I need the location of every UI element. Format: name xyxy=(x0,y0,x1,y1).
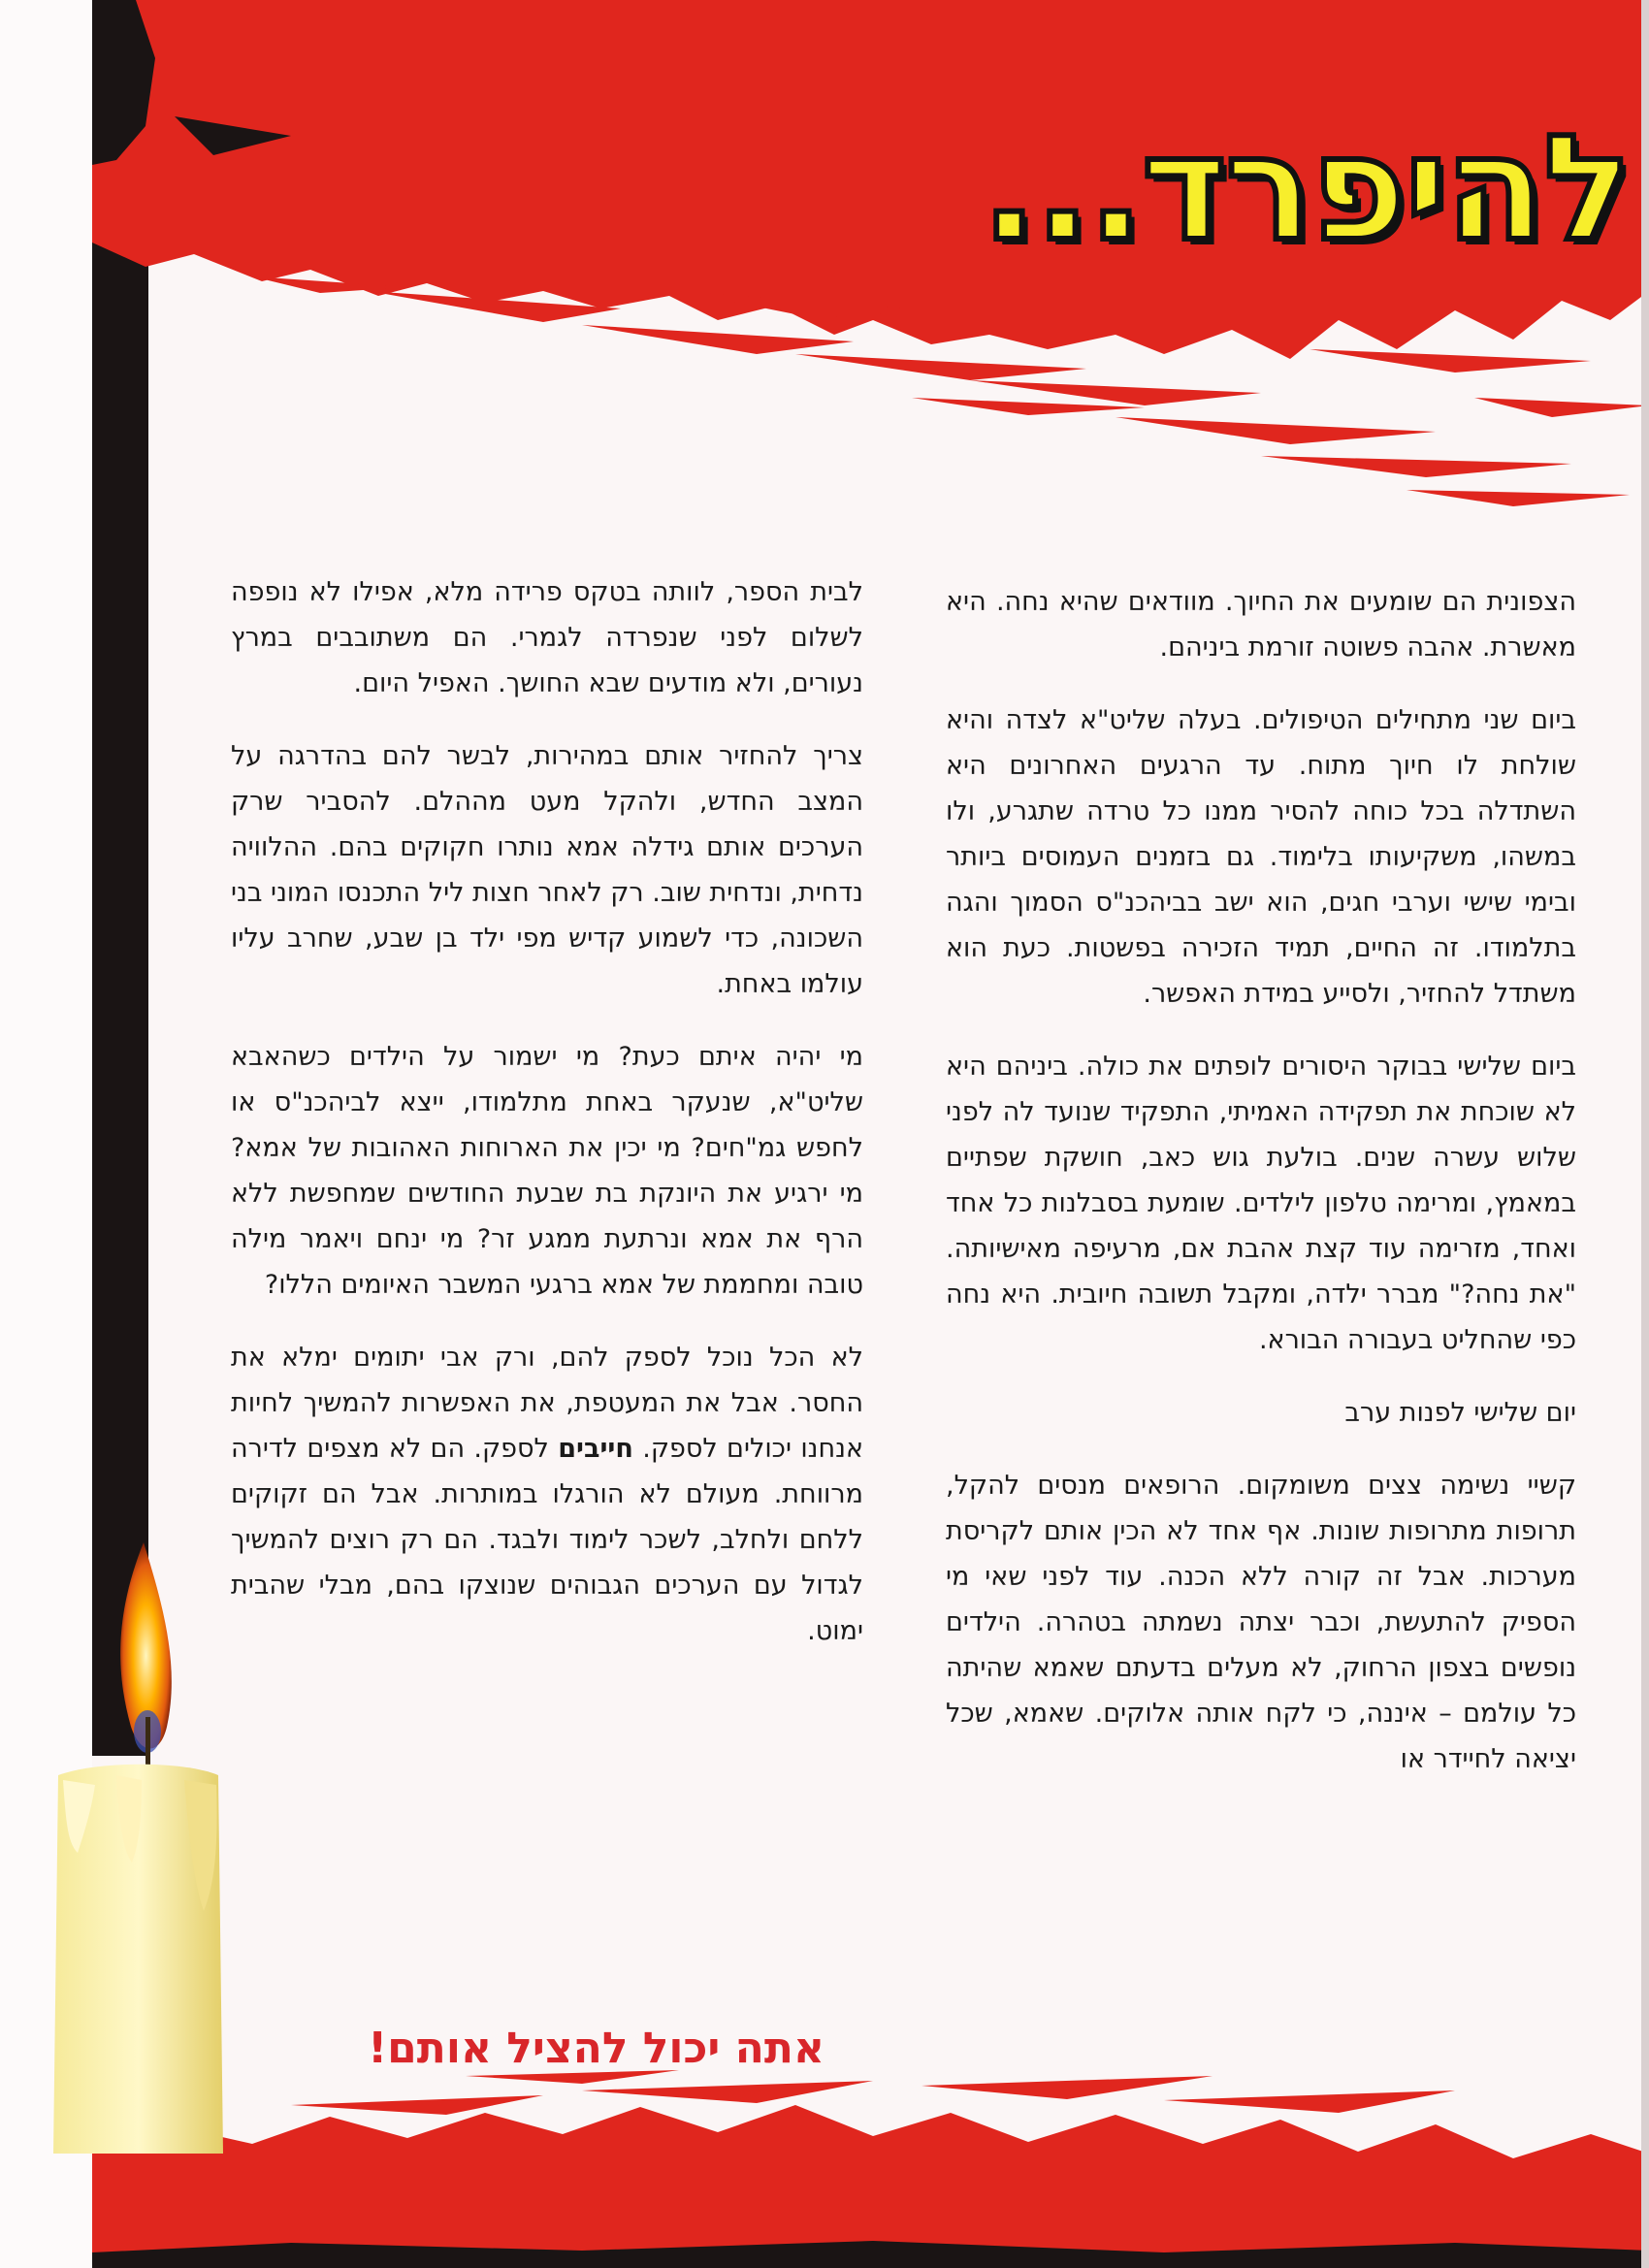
left-paragraph-2: צריך להחזיר אותם במהירות, לבשר להם בהדרגה על המצב החדש, ולהקל מעט מההלם. להסביר שרק הערכים אותם גידלה אמא נותרו חקוקים בהם. ההלוויה נדחית, ונדחית שוב. רק לאחר חצות ליל התכנסו המוני בני השכונה, כדי לשמוע קדיש מפי ילד בן שבע, שחרב עליו עולמו באחת. xyxy=(231,741,863,999)
section-heading: יום שלישי לפנות ערב xyxy=(1344,1398,1576,1428)
candle-icon xyxy=(39,1533,242,2154)
page-title: להיפרד... xyxy=(981,105,1630,274)
right-paragraph-3: ביום שלישי בבוקר היסורים לופתים את כולה. ביניהם היא לא שוכחת את תפקידה האמיתי, התפקיד שנועד לה לפני שלוש עשרה שנים. בולעת גוש כאב, חושקת שפתיים במאמץ, ומרימה טלפון לילדים. שומעת בסבלנות כל אחד ואחד, מזרימה עוד קצת אהבת אם, מרעיפה מאישיותה. "את נחה?" מברר ילדה, ומקבל תשובה חיובית. היא נחה כפי שהחליט בעבורה הבורא. xyxy=(946,1052,1576,1355)
title-wrap xyxy=(795,92,1630,286)
right-edge xyxy=(1641,0,1649,2268)
right-paragraph-4: קשיי נשימה צצים משומקום. הרופאים מנסים להקל, תרופות מתרופות שונות. אף אחד לא הכין אותם לקריסת מערכות. אבל זה קורה ללא הכנה. עוד לפני שאי מי הספיק להתעשת, וכבר יצתה נשמתה בטהרה. הילדים נופשים בצפון הרחוק, לא מעלים בדעתם שאמא שהיתה כל עולמם – איננה, כי לקח אותה אלוקים. שאמא, שכל יציאה לחיידר או xyxy=(946,1471,1576,1774)
right-paragraph-2: ביום שני מתחילים הטיפולים. בעלה שליט"א לצדה והיא שולחת לו חיוך מתוח. עד הרגעים האחרונים היא השתדלה בכל כוחה להסיר ממנו כל טרדה שתגרע, ולו במשהו, משקיעותו בלימוד. גם בזמנים העמוסים ביותר ובימי שישי וערבי חגים, הוא ישב בביהכנ"ס הסמוך והגה בתלמודו. זה החיים, תמיד הזכירה בפשטות. כעת הוא משתדל להחזיר, ולסייע במידת האפשר. xyxy=(946,705,1576,1009)
left-paragraph-4-b: לספק. הם לא מצפים לדירה מרווחת. מעולם לא הורגלו במותרות. אבל הם זקוקים ללחם ולחלב, לשכר לימוד ולבגד. הם רק רוצים להמשיך לגדול עם הערכים הגבוהים שנוצקו בהם, מבלי שהבית ימוט. xyxy=(231,1434,863,1646)
right-paragraph-1: הצפונית הם שומעים את החיוך. מוודאים שהיא נחה. היא מאשרת. אהבה פשוטה זורמת ביניהם. xyxy=(946,587,1576,663)
left-paragraph-4-a: לא הכל נוכל לספק להם, ורק אבי יתומים ימלא את החסר. אבל את המעטפת, את האפשרות להמשיך לחיות אנחנו יכולים לספק. xyxy=(231,1343,863,1464)
left-paragraph-4 xyxy=(231,1335,863,1654)
call-to-action: אתה יכול להציל אותם! xyxy=(368,2024,824,2073)
bottom-red-splash xyxy=(0,2066,1649,2268)
left-text-column xyxy=(231,569,863,1681)
emphasis-word: חייבים xyxy=(558,1434,633,1464)
right-text-column xyxy=(946,579,1576,1809)
left-paragraph-3: מי יהיה איתם כעת? מי ישמור על הילדים כשהאבא שליט"א, שנעקר באחת מתלמודו, ייצא לביהכנ"ס או לחפש גמ"חים? מי יכין את הארוחות האהובות של אמא? מי ירגיע את היונקת בת שבעת החודשים שמחפשת ללא הרף את אמא ונרתעת ממגע זר? מי ינחם ויאמר מילה טובה ומחממת של אמא ברגעי המשבר האיומים הללו? xyxy=(231,1042,863,1300)
left-paragraph-1: לבית הספר, לוותה בטקס פרידה מלא, אפילו לא נופפה לשלום לפני שנפרדה לגמרי. הם משתובבים במרץ נעורים, ולא מודעים שבא החושך. האפיל היום. xyxy=(231,577,863,698)
